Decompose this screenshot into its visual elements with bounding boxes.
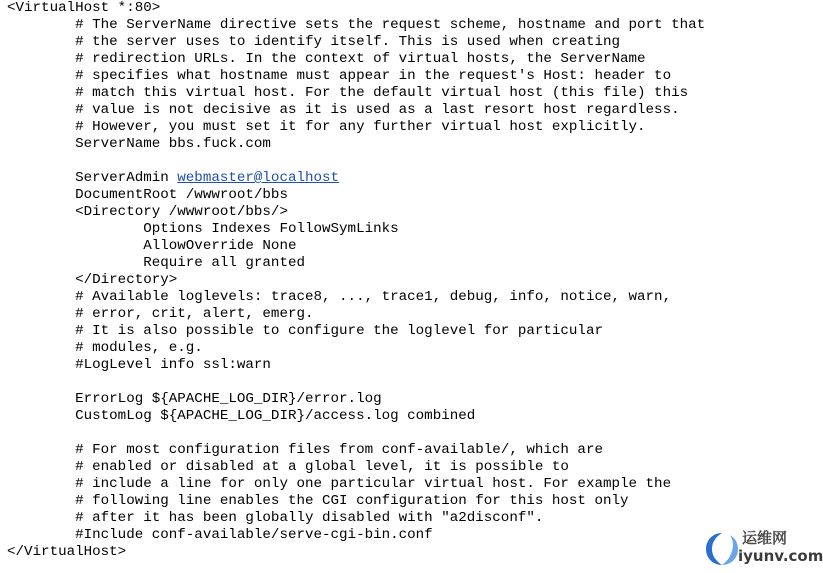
code-line: #LogLevel info ssl:warn [7,357,271,373]
server-admin-email-link[interactable]: webmaster@localhost [177,170,340,186]
code-line: # following line enables the CGI configuration for this host only [7,493,629,509]
code-line: # However, you must set it for any further virtual host explicitly. [7,119,646,135]
code-line: <Directory /wwwroot/bbs/> [7,204,288,220]
code-line: AllowOverride None [7,238,297,254]
code-line [7,153,705,170]
code-line: # redirection URLs. In the context of virtual hosts, the ServerName [7,51,646,67]
code-line: # modules, e.g. [7,340,203,356]
code-line: DocumentRoot /wwwroot/bbs [7,187,288,203]
code-line: ErrorLog ${APACHE_LOG_DIR}/error.log [7,391,382,407]
code-line: # Available loglevels: trace8, ..., trace1, debug, info, notice, warn, [7,289,672,305]
code-line [7,374,705,391]
code-line: # enabled or disabled at a global level, it is possible to [7,459,569,475]
code-line: #Include conf-available/serve-cgi-bin.conf [7,527,433,543]
code-line: </VirtualHost> [7,544,127,560]
watermark-domain: iyunv.com [738,547,823,565]
code-line [7,425,705,442]
code-line: ServerAdmin webmaster@localhost [7,170,340,186]
code-line: <VirtualHost *:80> [7,0,161,16]
code-line: Options Indexes FollowSymLinks [7,221,399,237]
code-line: # include a line for only one particular virtual host. For example the [7,476,672,492]
code-line: ServerName bbs.fuck.com [7,136,271,152]
config-file-text [7,0,705,561]
code-line: CustomLog ${APACHE_LOG_DIR}/access.log combined [7,408,476,424]
site-watermark [702,527,823,569]
code-line: # error, crit, alert, emerg. [7,306,314,322]
code-line: # after it has been globally disabled with "a2disconf". [7,510,544,526]
code-line: # The ServerName directive sets the request scheme, hostname and port that [7,17,706,33]
code-line: # specifies what hostname must appear in the request's Host: header to [7,68,672,84]
code-line: # match this virtual host. For the default virtual host (this file) this [7,85,689,101]
code-line: # value is not decisive as it is used as a last resort host regardless. [7,102,680,118]
watermark-site-name: 运维网 [742,529,788,547]
swirl-logo-icon [702,529,742,569]
code-line: Require all granted [7,255,305,271]
code-line: # the server uses to identify itself. This is used when creating [7,34,620,50]
code-line: # For most configuration files from conf-available/, which are [7,442,603,458]
code-line: # It is also possible to configure the loglevel for particular [7,323,603,339]
code-line: </Directory> [7,272,178,288]
